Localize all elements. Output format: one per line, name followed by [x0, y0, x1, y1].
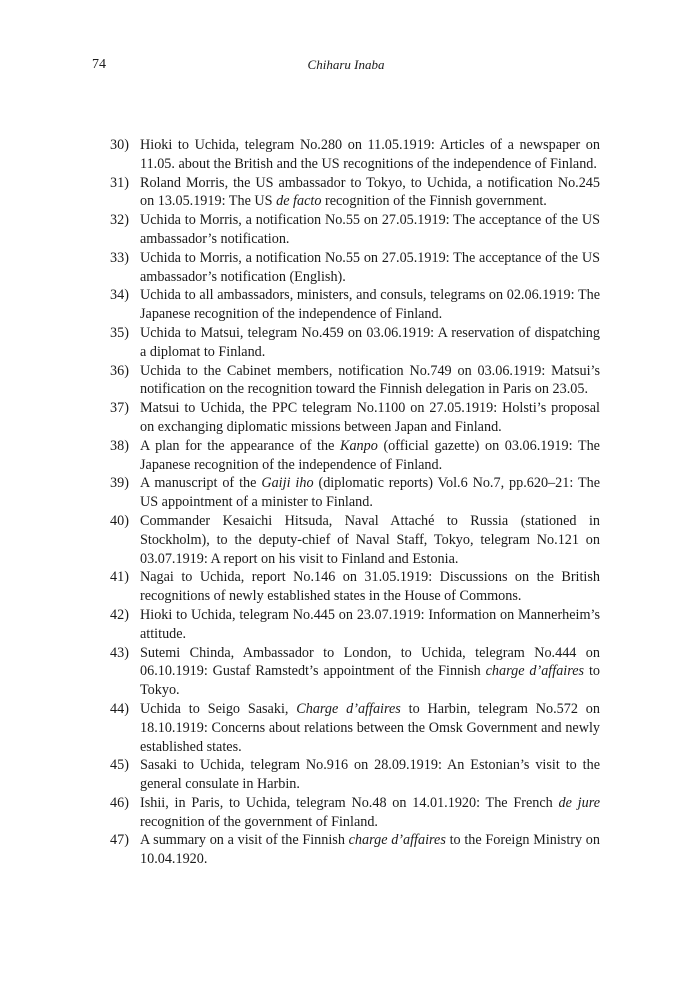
endnote-item [110, 474, 600, 512]
endnote-text [140, 568, 600, 606]
endnote-number: 43) [110, 644, 129, 661]
endnote-item [110, 286, 600, 324]
italic-term: Kanpo [339, 437, 378, 454]
endnote-number: 37) [110, 400, 129, 417]
endnote-text [140, 756, 600, 794]
italic-term: Charge d’affaires [296, 700, 401, 717]
endnote-number: 39) [110, 475, 129, 492]
text-run: to Harbin, telegram No.572 on 18.10.1919: Concerns about relations between the Omsk Government and newly established states. [140, 700, 600, 755]
endnote-number: 31) [110, 174, 129, 191]
endnote-number: 41) [110, 569, 129, 586]
endnote-text [140, 831, 600, 869]
text-run: to Tokyo. [140, 663, 600, 699]
endnote-number: 46) [110, 794, 129, 811]
endnote-text [140, 324, 600, 362]
endnote-item [110, 136, 600, 174]
page-number: 74 [92, 57, 106, 72]
endnote-text [140, 606, 600, 644]
endnote-number: 34) [110, 287, 129, 304]
text-run: Uchida to Morris, a notification No.55 on 27.05.1919: The acceptance of the US ambassador’s notification (English). [140, 249, 600, 285]
text-run: A manuscript of the [140, 475, 262, 492]
text-run: recognition of the Finnish government. [321, 193, 547, 210]
text-run: A plan for the appearance of the [140, 437, 340, 454]
text-run: A summary on a visit of the Finnish [140, 832, 349, 849]
italic-term: de facto [276, 193, 322, 210]
text-run: Uchida to Matsui, telegram No.459 on 03.06.1919: A reservation of dispatching a diplomat to Finland. [140, 324, 600, 360]
endnote-item [110, 831, 600, 869]
endnote-text [140, 794, 600, 832]
italic-term: de jure [558, 794, 601, 811]
italic-term: charge d’affaires [348, 832, 446, 849]
text-run: Uchida to Seigo Sasaki, [140, 700, 297, 717]
endnote-item [110, 362, 600, 400]
text-run: to the Foreign Ministry on 10.04.1920. [140, 832, 600, 868]
text-run: Uchida to all ambassadors, ministers, and consuls, telegrams on 02.06.1919: The Japanese recognition of the independence of Finland. [140, 287, 600, 323]
endnote-number: 30) [110, 137, 129, 153]
endnote-item [110, 644, 600, 700]
italic-term: Gaiji iho [261, 475, 314, 492]
endnote-item [110, 324, 600, 362]
endnote-item [110, 756, 600, 794]
text-run: (official gazette) on 03.06.1919: The Japanese recognition of the independence of Finland. [140, 437, 600, 473]
endnote-item [110, 606, 600, 644]
endnote-number: 42) [110, 606, 129, 623]
endnote-item [110, 249, 600, 287]
endnote-text [140, 474, 600, 512]
endnote-text [140, 136, 600, 174]
running-head: Chiharu Inaba [307, 57, 385, 72]
endnote-item [110, 512, 600, 568]
endnote-number: 36) [110, 362, 129, 379]
endnote-number: 45) [110, 757, 129, 774]
text-run: Uchida to the Cabinet members, notification No.749 on 03.06.1919: Matsui’s notification on the recognition toward the Finnish delegation in Paris on 23.05. [140, 362, 600, 398]
text-run: recognition of the government of Finland. [140, 813, 378, 830]
endnote-text [140, 644, 600, 700]
endnote-number: 35) [110, 324, 129, 341]
text-run: Sutemi Chinda, Ambassador to London, to Uchida, telegram No.444 on 06.10.1919: Gustaf Ramstedt’s appointment of the Finnish [140, 644, 600, 680]
text-run: Ishii, in Paris, to Uchida, telegram No.48 on 14.01.1920: The French [140, 794, 559, 811]
text-run: Hioki to Uchida, telegram No.445 on 23.07.1919: Information on Mannerheim’s attitude. [140, 606, 600, 642]
text-run: (diplomatic reports) Vol.6 No.7, pp.620–21: The US appointment of a minister to Finland. [140, 475, 601, 511]
endnote-number: 47) [110, 832, 129, 849]
endnotes-list [110, 136, 600, 869]
endnote-number: 32) [110, 212, 129, 229]
text-run: Nagai to Uchida, report No.146 on 31.05.1919: Discussions on the British recognitions of newly established states in the House of Commons. [140, 569, 600, 605]
endnote-number: 44) [110, 700, 129, 717]
endnote-number: 40) [110, 512, 129, 529]
text-run: Commander Kesaichi Hitsuda, Naval Attaché to Russia (stationed in Stockholm), to the deputy-chief of Naval Staff, Tokyo, telegram No.121 on 03.07.1919: A report on his visit to Finland and Estonia. [140, 512, 600, 567]
endnote-number: 33) [110, 249, 129, 266]
endnote-item [110, 794, 600, 832]
text-run: Roland Morris, the US ambassador to Tokyo, to Uchida, a notification No.245 on 13.05.1919: The US [140, 174, 600, 210]
text-run: Sasaki to Uchida, telegram No.916 on 28.09.1919: An Estonian’s visit to the general consulate in Harbin. [140, 757, 600, 793]
endnote-text [140, 362, 600, 400]
text-run: Hioki to Uchida, telegram No.280 on 11.05.1919: Articles of a newspaper on 11.05. about the British and the US recognitions of the independence of Finland. [140, 137, 600, 172]
endnote-text [140, 437, 600, 475]
endnote-item [110, 437, 600, 475]
endnote-item [110, 700, 600, 756]
endnote-text [140, 512, 600, 568]
endnote-text [140, 174, 600, 212]
text-run: Matsui to Uchida, the PPC telegram No.1100 on 27.05.1919: Holsti’s proposal on exchanging diplomatic missions between Japan and Finland. [140, 400, 600, 435]
endnote-text [140, 249, 600, 287]
endnote-item [110, 568, 600, 606]
text-run: Uchida to Morris, a notification No.55 on 27.05.1919: The acceptance of the US ambassador’s notification. [140, 212, 600, 247]
endnote-number: 38) [110, 437, 129, 454]
endnote-item [110, 399, 600, 437]
endnote-item [110, 211, 600, 249]
endnote-text [140, 286, 600, 324]
endnote-text [140, 700, 600, 756]
endnote-item [110, 174, 600, 212]
endnote-text [140, 211, 600, 249]
italic-term: charge d’affaires [485, 663, 585, 680]
endnote-text [140, 399, 600, 437]
